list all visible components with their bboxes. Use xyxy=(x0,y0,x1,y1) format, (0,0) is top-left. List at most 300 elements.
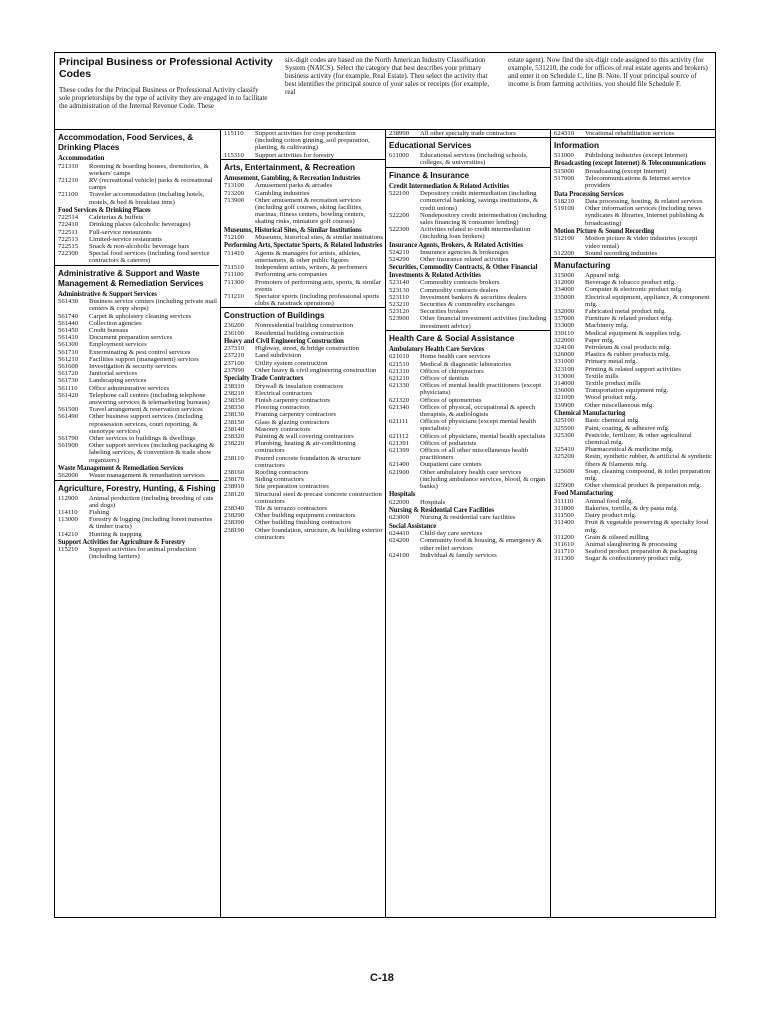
code-row xyxy=(221,469,385,476)
activity-description: Motion picture & video industries (except video rental) xyxy=(585,235,698,250)
activity-code: 624310 xyxy=(554,130,575,137)
activity-description: Plastics & rubber products mfg. xyxy=(585,351,671,359)
activity-code: 311400 xyxy=(554,519,574,527)
activity-description: Transportation equipment mfg. xyxy=(585,387,669,395)
activity-description: Carpet & upholstery cleaning services xyxy=(89,312,192,320)
activity-description: Insurance agencies & brokerages xyxy=(420,249,509,257)
code-row xyxy=(551,432,715,446)
activity-code: 561900 xyxy=(58,442,79,450)
code-row xyxy=(551,279,715,286)
subsection-heading: Food Manufacturing xyxy=(554,490,613,498)
activity-description: Performing arts companies xyxy=(255,271,328,279)
activity-code: 722300 xyxy=(58,250,79,258)
code-row xyxy=(386,226,550,240)
activity-description: Roofing contractors xyxy=(255,469,309,477)
activity-code: 325900 xyxy=(554,482,575,490)
page-number: C-18 xyxy=(370,972,394,984)
activity-code: 321000 xyxy=(554,394,575,402)
code-row xyxy=(386,308,550,315)
activity-description: Community food & housing, & emergency & other relief services xyxy=(420,537,542,552)
activity-code: 334000 xyxy=(554,286,575,294)
activity-description: Offices of physicians (except mental health specialists) xyxy=(420,418,536,433)
subsection-heading: Insurance Agents, Brokers, & Related Activities xyxy=(389,241,523,249)
activity-code: 311500 xyxy=(554,512,574,520)
activity-code: 722513 xyxy=(58,235,79,243)
activity-description: Vocational rehabilitation services xyxy=(585,130,675,137)
activity-description: Primary metal mfg. xyxy=(585,358,638,366)
code-row xyxy=(386,212,550,226)
activity-description: Outpatient care centers xyxy=(420,461,482,469)
code-row xyxy=(551,272,715,279)
code-row xyxy=(55,163,219,177)
activity-description: Offices of podiatrists xyxy=(420,439,477,447)
activity-description: Facilities support (management) services xyxy=(89,355,199,363)
activity-description: Other information services (including news syndicates & libraries, Internet publishing & broadcasting) xyxy=(585,205,705,227)
activity-code: 237100 xyxy=(224,359,245,367)
code-row xyxy=(221,345,385,352)
activity-code: 561500 xyxy=(58,406,79,414)
code-row xyxy=(221,440,385,454)
activity-code: 515000 xyxy=(554,167,575,175)
code-row xyxy=(386,315,550,329)
subsection-heading: Data Processing Services xyxy=(554,190,624,198)
activity-description: Highway, street, & bridge construction xyxy=(255,345,359,353)
activity-description: Pesticide, fertilizer, & other agricultural chemical mfg. xyxy=(585,431,692,446)
activity-code: 517000 xyxy=(554,175,575,183)
activity-description: Other chemical product & preparation mfg. xyxy=(585,482,702,490)
activity-description: Glass & glazing contractors xyxy=(255,418,330,426)
code-row xyxy=(551,250,715,257)
activity-description: Hospitals xyxy=(420,498,446,506)
activity-code: 238910 xyxy=(224,483,245,491)
code-row xyxy=(386,418,550,432)
code-row xyxy=(55,392,219,406)
code-row xyxy=(386,301,550,308)
activity-code: 722511 xyxy=(58,228,78,236)
code-row xyxy=(551,555,715,562)
subsection-heading: Specialty Trade Contractors xyxy=(224,375,304,383)
code-row xyxy=(55,363,219,370)
code-row xyxy=(221,411,385,418)
code-row xyxy=(221,271,385,278)
activity-code: 721100 xyxy=(58,191,78,199)
activity-description: Other financial investment activities (including investment advice) xyxy=(420,315,547,330)
activity-code: 311710 xyxy=(554,548,574,556)
code-row xyxy=(221,527,385,541)
activity-code: 561210 xyxy=(58,355,79,363)
activity-code: 711210 xyxy=(224,292,244,300)
activity-description: Masonry contractors xyxy=(255,425,311,433)
activity-code: 238140 xyxy=(224,425,245,433)
activity-code: 311610 xyxy=(554,541,574,549)
activity-description: Tile & terrazzo contractors xyxy=(255,505,327,513)
activity-description: Data processing, hosting, & related services xyxy=(585,198,703,206)
activity-description: Paint, coating, & adhesive mfg. xyxy=(585,424,670,432)
code-row xyxy=(386,361,550,368)
activity-description: Grain & oilseed milling xyxy=(585,533,649,541)
activity-code: 561740 xyxy=(58,312,79,320)
code-row xyxy=(221,419,385,426)
activity-code: 236200 xyxy=(224,322,245,330)
activity-code: 331000 xyxy=(554,358,575,366)
code-row xyxy=(221,293,385,307)
code-row xyxy=(55,531,219,538)
activity-description: Offices of physical, occupational & speech therapists, & audiologists xyxy=(420,403,536,418)
activity-description: Resin, synthetic rubber, & artificial & synthetic fibers & filaments mfg. xyxy=(585,453,713,468)
code-row xyxy=(386,294,550,301)
code-row xyxy=(55,191,219,205)
code-row xyxy=(551,373,715,380)
activity-description: Business service centers (including private mail centers & copy shops) xyxy=(89,298,217,313)
activity-code: 238170 xyxy=(224,476,245,484)
activity-code: 713200 xyxy=(224,189,245,197)
code-row xyxy=(55,516,219,530)
code-row xyxy=(551,152,715,159)
activity-description: Bakeries, tortilla, & dry pasta mfg. xyxy=(585,505,679,513)
code-row xyxy=(386,447,550,461)
activity-code: 561420 xyxy=(58,391,79,399)
column-1 xyxy=(55,130,219,917)
activity-description: Offices of dentists xyxy=(420,374,469,382)
code-row xyxy=(551,387,715,394)
activity-code: 561490 xyxy=(58,413,79,421)
code-row xyxy=(221,383,385,390)
activity-description: Support activities for crop production (including cotton ginning, soil preparation, planting, & cultivating) xyxy=(255,130,370,152)
code-row xyxy=(221,279,385,293)
activity-description: Securities brokers xyxy=(420,308,469,316)
code-row xyxy=(221,182,385,189)
code-row xyxy=(221,476,385,483)
code-row xyxy=(386,249,550,256)
code-row xyxy=(551,344,715,351)
activity-code: 236100 xyxy=(224,329,245,337)
activity-description: Other ambulatory health care services (including ambulance services, blood, & organ banks) xyxy=(420,468,546,491)
activity-code: 622000 xyxy=(389,498,410,506)
activity-code: 237210 xyxy=(224,352,245,360)
activity-code: 238340 xyxy=(224,505,245,513)
code-row xyxy=(221,360,385,367)
activity-description: Agents & managers for artists, athletes, entertainers, & other public figures xyxy=(255,249,361,264)
code-row xyxy=(551,235,715,249)
code-row xyxy=(55,406,219,413)
activity-code: 523120 xyxy=(389,308,410,316)
activity-code: 561430 xyxy=(58,298,79,306)
code-row xyxy=(551,205,715,227)
code-row xyxy=(551,175,715,189)
activity-code: 711300 xyxy=(224,278,244,286)
code-row xyxy=(386,404,550,418)
activity-description: Finish carpentry contractors xyxy=(255,396,331,404)
activity-description: Telecommunications & Internet service providers xyxy=(585,175,691,190)
activity-code: 115110 xyxy=(224,130,244,137)
activity-description: Publishing industries (except Internet) xyxy=(585,152,688,160)
code-row xyxy=(221,367,385,374)
code-row xyxy=(55,177,219,191)
code-row xyxy=(55,327,219,334)
activity-code: 621340 xyxy=(389,403,410,411)
activity-description: Other support services (including packaging & labeling services, & convention & trade show organizers) xyxy=(89,442,215,464)
activity-description: Paper mfg. xyxy=(585,336,615,344)
code-row xyxy=(551,322,715,329)
activity-description: Nursing & residential care facilities xyxy=(420,514,516,522)
activity-description: Document preparation services xyxy=(89,334,173,342)
activity-code: 333000 xyxy=(554,322,575,330)
activity-description: Individual & family services xyxy=(420,551,497,559)
code-row xyxy=(386,256,550,263)
activity-code: 339110 xyxy=(554,329,574,337)
activity-description: Animal slaughtering & processing xyxy=(585,541,677,549)
activity-description: Janitorial services xyxy=(89,370,138,378)
activity-code: 238310 xyxy=(224,382,245,390)
code-row xyxy=(221,455,385,469)
activity-code: 561110 xyxy=(58,384,78,392)
activity-code: 522100 xyxy=(389,190,410,198)
section-heading: Arts, Entertainment, & Recreation xyxy=(221,159,385,174)
activity-code: 238390 xyxy=(224,519,245,527)
activity-code: 325500 xyxy=(554,424,575,432)
activity-code: 238990 xyxy=(389,130,410,137)
activity-code: 621210 xyxy=(389,374,410,382)
activity-code: 332000 xyxy=(554,307,575,315)
activity-code: 621391 xyxy=(389,439,410,447)
column-4 xyxy=(550,130,715,917)
section-heading: Educational Services xyxy=(386,137,550,152)
activity-description: Credit bureaus xyxy=(89,326,129,334)
codes-table-frame xyxy=(54,52,716,918)
activity-code: 561720 xyxy=(58,370,79,378)
section-heading: Administrative & Support and Waste Management & Remediation Services xyxy=(55,265,219,290)
code-row xyxy=(221,505,385,512)
activity-description: Offices of optometrists xyxy=(420,396,482,404)
activity-description: Flooring contractors xyxy=(255,404,310,412)
activity-code: 311300 xyxy=(554,555,574,563)
code-row xyxy=(221,390,385,397)
activity-code: 523110 xyxy=(389,293,409,301)
code-row xyxy=(55,370,219,377)
activity-description: Sound recording industries xyxy=(585,249,658,257)
activity-code: 238290 xyxy=(224,512,245,520)
activity-code: 711510 xyxy=(224,264,244,272)
activity-code: 624100 xyxy=(389,551,410,559)
activity-description: Residential building construction xyxy=(255,329,344,337)
code-row xyxy=(55,221,219,228)
activity-description: Offices of chiropractors xyxy=(420,367,484,375)
activity-description: Full-service restaurants xyxy=(89,228,152,236)
code-row xyxy=(551,548,715,555)
activity-code: 621330 xyxy=(389,382,410,390)
activity-description: Soap, cleaning compound, & toilet preparation mfg. xyxy=(585,467,711,482)
activity-code: 311800 xyxy=(554,505,574,513)
code-row xyxy=(551,417,715,424)
activity-code: 621111 xyxy=(389,418,409,426)
activity-code: 711100 xyxy=(224,271,244,279)
code-row xyxy=(55,377,219,384)
code-row xyxy=(551,425,715,432)
code-row xyxy=(551,468,715,482)
activity-description: Site preparation contractors xyxy=(255,483,329,491)
activity-description: Investigation & security services xyxy=(89,362,177,370)
code-row xyxy=(386,152,550,166)
subsection-heading: Administrative & Support Services xyxy=(58,290,157,298)
code-row xyxy=(386,461,550,468)
activity-description: Furniture & related product mfg. xyxy=(585,315,673,323)
activity-description: Nondepository credit intermediation (including sales financing & consumer lending) xyxy=(420,211,547,226)
code-row xyxy=(221,250,385,264)
activity-description: Fruit & vegetable preserving & specialty food mfg. xyxy=(585,519,709,534)
activity-code: 561440 xyxy=(58,319,79,327)
activity-code: 238120 xyxy=(224,490,245,498)
activity-code: 561410 xyxy=(58,334,79,342)
activity-description: Commodity contracts dealers xyxy=(420,286,499,294)
activity-code: 314000 xyxy=(554,379,575,387)
activity-description: Electrical equipment, appliance, & component mfg. xyxy=(585,293,710,308)
activity-description: Basic chemical mfg. xyxy=(585,417,640,425)
subsection-heading: Ambulatory Health Care Services xyxy=(389,345,485,353)
code-row xyxy=(55,250,219,264)
code-row xyxy=(551,541,715,548)
activity-code: 512200 xyxy=(554,249,575,257)
code-row xyxy=(551,394,715,401)
subsection-heading: Securities, Commodity Contracts, & Other Financial Investments & Related Activities xyxy=(389,264,538,279)
activity-description: Museums, historical sites, & similar institutions xyxy=(255,234,383,242)
activity-description: Broadcasting (except Internet) xyxy=(585,167,667,175)
code-row xyxy=(221,352,385,359)
activity-description: Drinking places (alcoholic beverages) xyxy=(89,221,191,229)
activity-code: 623000 xyxy=(389,514,410,522)
activity-code: 238220 xyxy=(224,440,245,448)
activity-code: 335000 xyxy=(554,293,575,301)
section-heading: Accommodation, Food Services, & Drinking Places xyxy=(58,133,194,152)
instructions-paragraph: six-digit codes are based on the North American Industry Classification System (NAICS). Select the category that best describes your primary business activity (for example, Real Estate). Then select the activity that best identifies the principal source of your sales or receipts (for example, real xyxy=(285,56,490,96)
code-row xyxy=(221,330,385,337)
activity-description: Spectator sports (including professional sports clubs & racetrack operations) xyxy=(255,292,380,308)
section-heading: Agriculture, Forestry, Hunting, & Fishing xyxy=(55,480,219,495)
activity-code: 114210 xyxy=(58,530,78,538)
code-row xyxy=(386,287,550,294)
code-row xyxy=(551,534,715,541)
activity-code: 722410 xyxy=(58,221,79,229)
activity-code: 621400 xyxy=(389,461,410,469)
activity-description: Traveler accommodation (including hotels, motels, & bed & breakfast inns) xyxy=(89,191,205,206)
activity-description: Support activities for animal production (including farriers) xyxy=(89,546,196,561)
code-row xyxy=(221,190,385,197)
activity-description: Investment bankers & securities dealers xyxy=(420,293,527,301)
code-row xyxy=(221,519,385,526)
activity-code: 238160 xyxy=(224,469,245,477)
activity-code: 311200 xyxy=(554,533,574,541)
code-row xyxy=(221,426,385,433)
activity-code: 322000 xyxy=(554,336,575,344)
activity-code: 621610 xyxy=(389,353,410,361)
page-title: Principal Business or Professional Activity Codes xyxy=(59,56,273,80)
code-row xyxy=(221,397,385,404)
code-row xyxy=(55,509,219,516)
activity-code: 522300 xyxy=(389,226,410,234)
activity-description: Fabricated metal product mfg. xyxy=(585,307,666,315)
activity-description: Computer & electronic product mfg. xyxy=(585,286,683,294)
code-row xyxy=(551,366,715,373)
activity-description: Securities & commodity exchanges xyxy=(420,301,515,309)
activity-description: Animal food mfg. xyxy=(585,497,634,505)
subsection-heading: Museums, Historical Sites, & Similar Institutions xyxy=(224,226,362,234)
header-block xyxy=(55,53,715,130)
activity-description: Child day care services xyxy=(420,530,483,538)
activity-description: Other business support services (including repossession services, court reporting, & stenotype services) xyxy=(89,413,203,435)
code-row xyxy=(551,330,715,337)
activity-code: 523140 xyxy=(389,279,410,287)
subsection-heading: Broadcasting (except Internet) & Telecommunications xyxy=(554,160,706,168)
code-row xyxy=(551,446,715,453)
activity-code: 325200 xyxy=(554,453,575,461)
code-row xyxy=(551,198,715,205)
code-row xyxy=(551,358,715,365)
activity-code: 711410 xyxy=(224,249,244,257)
subsection-heading: Motion Picture & Sound Recording xyxy=(554,227,655,235)
activity-code: 721310 xyxy=(58,162,79,170)
code-row xyxy=(55,349,219,356)
activity-description: Framing carpentry contractors xyxy=(255,411,336,419)
code-row xyxy=(55,236,219,243)
activity-code: 325600 xyxy=(554,467,575,475)
activity-description: Commodity contracts brokers xyxy=(420,279,500,287)
activity-description: Apparel mfg. xyxy=(585,271,621,279)
activity-code: 112900 xyxy=(58,494,78,502)
note-paragraph: estate agent). Now find the six-digit code assigned to this activity (for example, 531210, the code for offices of real estate agents and brokers) and enter it on Schedule C, line B. Note. If your principal source of income is from farming activities, you should file Schedule F. xyxy=(508,56,708,88)
activity-description: Other miscellaneous mfg. xyxy=(585,401,654,409)
activity-code: 722515 xyxy=(58,243,79,251)
code-row xyxy=(55,334,219,341)
activity-description: Nonresidential building construction xyxy=(255,322,354,330)
activity-code: 115210 xyxy=(58,546,78,554)
activity-code: 713100 xyxy=(224,182,245,190)
activity-code: 561730 xyxy=(58,377,79,385)
activity-code: 621399 xyxy=(389,447,410,454)
activity-description: Amusement parks & arcades xyxy=(255,182,333,190)
activity-code: 325300 xyxy=(554,431,575,439)
activity-description: Offices of physicians, mental health specialists xyxy=(420,432,546,440)
code-row xyxy=(386,130,550,137)
subsection-heading: Support Activities for Agriculture & Forestry xyxy=(58,538,186,546)
activity-code: 238320 xyxy=(224,433,245,440)
code-row xyxy=(551,505,715,512)
activity-code: 311110 xyxy=(554,497,574,505)
activity-code: 523130 xyxy=(389,286,410,294)
code-row xyxy=(386,499,550,506)
activity-code: 561790 xyxy=(58,435,79,442)
code-row xyxy=(55,313,219,320)
activity-code: 336000 xyxy=(554,387,575,395)
code-row xyxy=(55,495,219,509)
activity-description: Other services to buildings & dwellings xyxy=(89,435,196,442)
activity-description: Hunting & trapping xyxy=(89,530,142,538)
activity-code: 523210 xyxy=(389,301,410,309)
activity-description: Fishing xyxy=(89,508,110,516)
code-row xyxy=(55,243,219,250)
activity-code: 611000 xyxy=(389,152,409,160)
activity-code: 238110 xyxy=(224,454,244,462)
code-row xyxy=(221,483,385,490)
activity-code: 621320 xyxy=(389,396,410,404)
activity-code: 115310 xyxy=(224,151,244,159)
activity-description: Plumbing, heating & air-conditioning contractors xyxy=(255,440,356,455)
activity-description: Collection agencies xyxy=(89,319,142,327)
activity-description: Gambling industries xyxy=(255,189,310,197)
activity-description: Structural steel & precast concrete construction contractors xyxy=(255,490,382,505)
activity-code: 621900 xyxy=(389,468,410,476)
code-row xyxy=(221,264,385,271)
activity-code: 621310 xyxy=(389,367,410,375)
activity-code: 512100 xyxy=(554,235,575,243)
